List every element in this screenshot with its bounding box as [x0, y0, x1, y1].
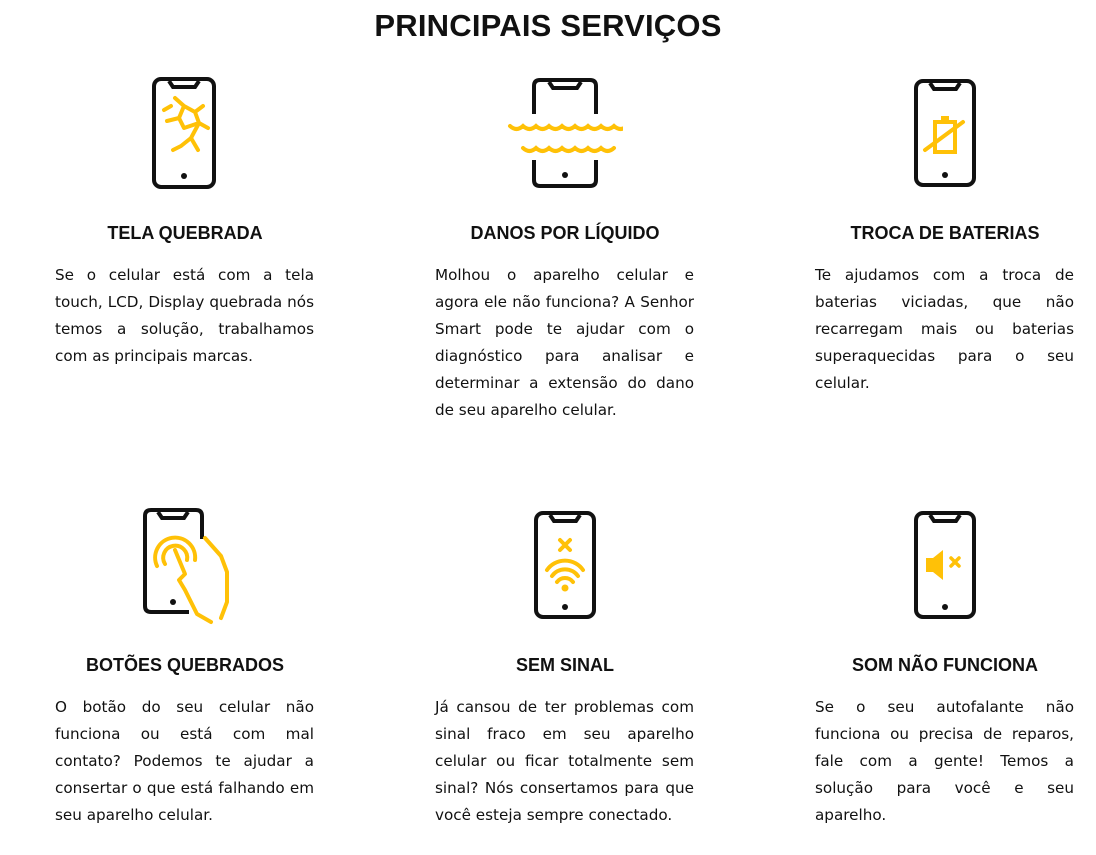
service-title: DANOS POR LÍQUIDO — [470, 223, 660, 243]
battery-phone-icon — [913, 78, 979, 190]
service-description: Se o celular está com a tela touch, LCD, Display quebrada nós temos a solução, trabalhamos com as principais marcas. — [55, 266, 314, 365]
service-title: TROCA DE BATERIAS — [850, 223, 1040, 243]
service-description: Molhou o aparelho celular e agora ele não funciona? A Senhor Smart pode te ajudar com o diagnóstico para analisar e determinar a extensão do dano de seu aparelho celular. — [435, 266, 694, 419]
cracked-phone-icon — [151, 76, 219, 192]
water-damage-phone-icon — [507, 76, 623, 192]
service-description: Se o seu autofalante não funciona ou precisa de reparos, fale com a gente! Temos a solução para você e seu aparelho. — [815, 698, 1074, 824]
service-description: Te ajudamos com a troca de baterias viciadas, que não recarregam mais ou baterias superaquecidas para o seu celular. — [815, 266, 1074, 392]
touch-button-phone-icon — [141, 506, 237, 626]
service-title: BOTÕES QUEBRADOS — [85, 655, 285, 675]
muted-speaker-phone-icon — [913, 510, 979, 622]
service-title: SEM SINAL — [515, 655, 614, 675]
service-title: TELA QUEBRADA — [107, 223, 263, 243]
section-title: PRINCIPAIS SERVIÇOS — [374, 8, 722, 43]
service-description: O botão do seu celular não funciona ou está com mal contato? Podemos te ajudar a consertar o que está falhando em seu aparelho celular. — [55, 698, 314, 824]
service-description: Já cansou de ter problemas com sinal fraco em seu aparelho celular ou ficar totalmente sem sinal? Nós consertamos para que você esteja sempre conectado. — [435, 698, 694, 824]
no-signal-phone-icon — [533, 510, 599, 622]
service-title: SOM NÃO FUNCIONA — [852, 655, 1038, 675]
